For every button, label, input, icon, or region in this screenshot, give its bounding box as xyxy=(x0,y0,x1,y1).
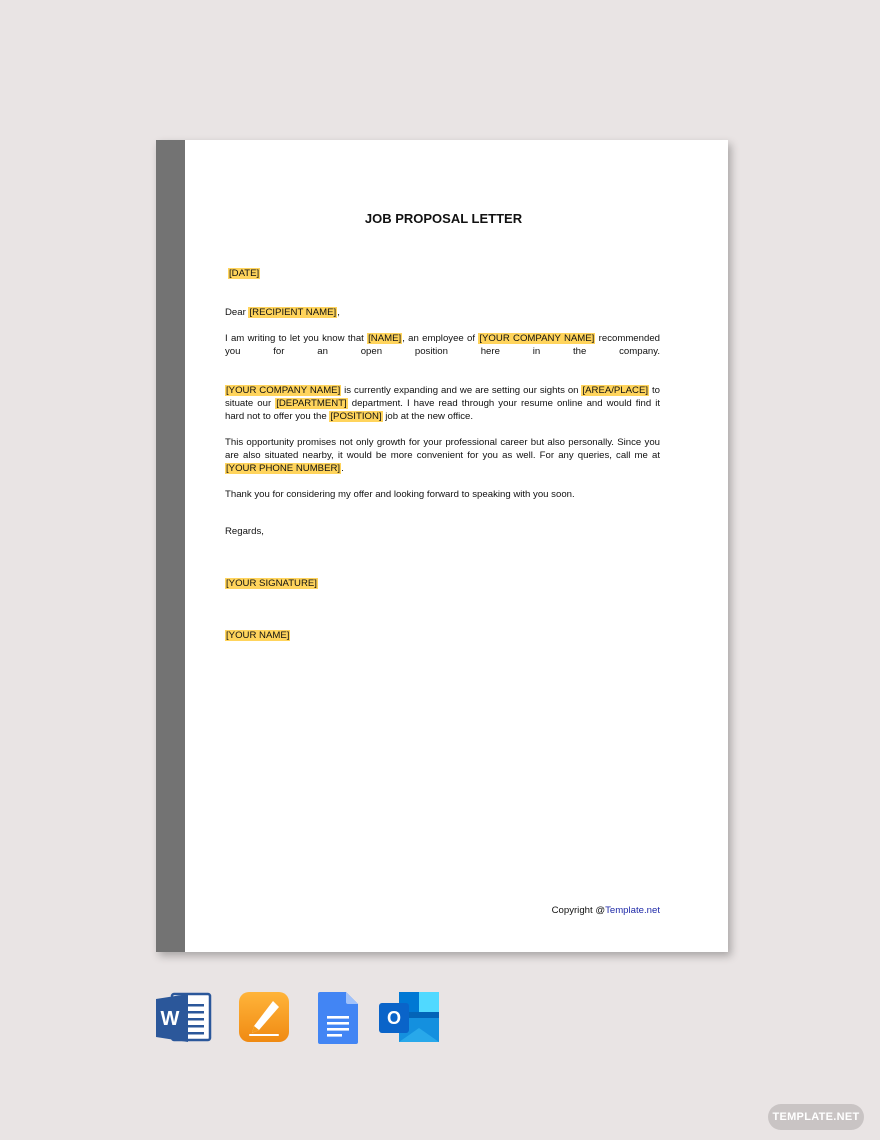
date-placeholder: [DATE] xyxy=(229,268,260,279)
paragraph-intro xyxy=(225,332,660,358)
paragraph-expansion xyxy=(225,384,660,423)
phone-placeholder: [YOUR PHONE NUMBER] xyxy=(226,463,341,474)
salutation xyxy=(225,306,660,319)
document-page xyxy=(156,140,728,952)
copyright-brand-link[interactable]: Template.net xyxy=(605,905,660,916)
document-body xyxy=(225,208,660,642)
copyright-notice xyxy=(552,905,660,916)
document-title: JOB PROPOSAL LETTER xyxy=(364,211,523,226)
recipient-placeholder: [RECIPIENT NAME] xyxy=(249,307,337,318)
paragraph-opportunity xyxy=(225,436,660,475)
para2-text-2: to situate our xyxy=(225,385,660,409)
name-placeholder: [NAME] xyxy=(368,333,402,344)
pages-icon[interactable] xyxy=(239,992,291,1044)
document-side-strip xyxy=(156,140,185,952)
para2-text-3: department. I have read through your resume online and would find it hard not to offer you the xyxy=(225,398,660,422)
paragraph-thanks: Thank you for considering my offer and looking forward to speaking with you soon. xyxy=(225,489,575,500)
para1-text-1: I am writing to let you know that xyxy=(225,333,368,344)
template-net-watermark: TEMPLATE.NET xyxy=(768,1104,864,1130)
your-name-line xyxy=(225,629,660,642)
company-placeholder: [YOUR COMPANY NAME] xyxy=(479,333,595,344)
area-placeholder: [AREA/PLACE] xyxy=(582,385,649,396)
salutation-prefix: Dear xyxy=(225,307,249,318)
closing-regards: Regards, xyxy=(225,526,264,537)
date-line xyxy=(225,267,660,280)
outlook-icon-letter: O xyxy=(386,1008,402,1028)
department-placeholder: [DEPARTMENT] xyxy=(276,398,347,409)
word-icon[interactable] xyxy=(156,992,212,1044)
position-placeholder: [POSITION] xyxy=(330,411,382,422)
para2-text-4: job at the new office. xyxy=(382,411,474,422)
signature-line xyxy=(225,577,660,590)
word-icon-letter: W xyxy=(160,1008,180,1030)
para3-text-2: . xyxy=(341,463,344,474)
para3-text-1: This opportunity promises not only growth for your professional career but also personally. Since you are also situated nearby, it would be more convenient for you as well. For any queries, call me at xyxy=(225,437,660,461)
copyright-prefix: Copyright @ xyxy=(551,905,606,916)
para1-text-3: recommended you for an open position here in the company. xyxy=(225,333,660,357)
outlook-icon[interactable] xyxy=(379,992,439,1044)
company-placeholder: [YOUR COMPANY NAME] xyxy=(226,385,341,396)
app-format-icons xyxy=(156,992,456,1044)
para1-text-2: , an employee of xyxy=(402,333,479,344)
salutation-suffix: , xyxy=(337,307,340,318)
google-docs-icon[interactable] xyxy=(318,992,360,1044)
your-name-placeholder: [YOUR NAME] xyxy=(226,630,290,641)
signature-placeholder: [YOUR SIGNATURE] xyxy=(226,578,317,589)
para2-text-1: is currently expanding and we are setting our sights on xyxy=(341,385,582,396)
